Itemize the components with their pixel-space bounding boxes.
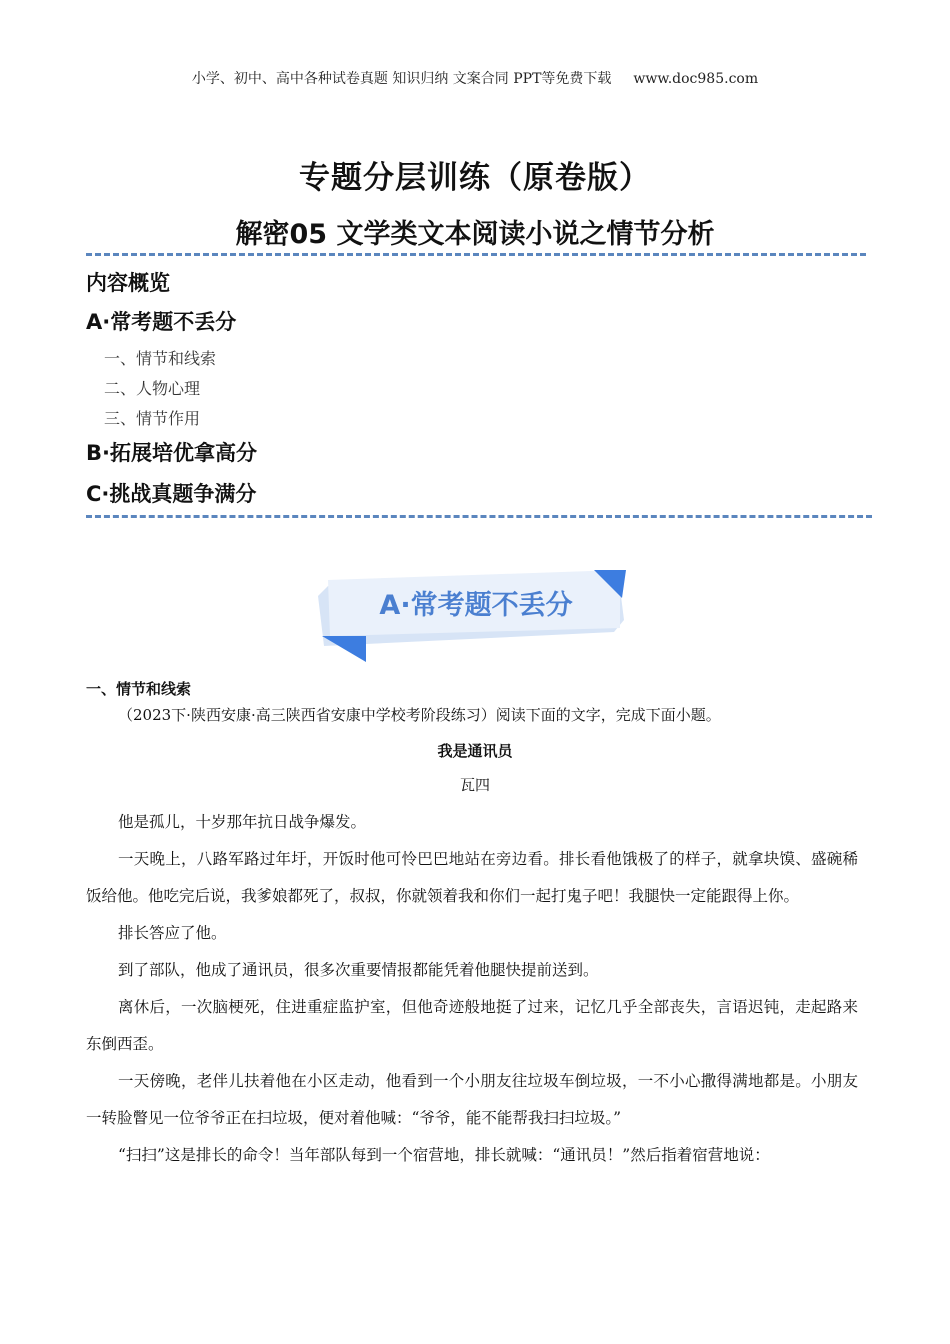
section-heading: 一、情节和线索 [86,680,192,698]
toc-section-a: A·常考题不丢分 [86,310,237,334]
header-text: 小学、初中、高中各种试卷真题 知识归纳 文案合同 PPT等免费下载 [191,71,612,87]
page-header [0,68,950,88]
page-subtitle: 解密05 文学类文本阅读小说之情节分析 [235,219,715,250]
story-author: 瓦四 [459,776,490,794]
story-paragraph: 他是孤儿，十岁那年抗日战争爆发。 [118,813,367,831]
toc-item: 一、情节和线索 [104,349,217,368]
divider-top [86,253,866,256]
story-paragraph: 排长答应了他。 [118,924,227,942]
section-banner [318,566,630,666]
story-title: 我是通讯员 [437,742,513,760]
story-paragraph: “扫扫”这是排长的命令！当年部队每到一个宿营地，排长就喊：“通讯员！”然后指着宿营地说： [118,1146,770,1164]
toc-section-c: C·挑战真题争满分 [86,482,257,506]
story-paragraph: 到了部队，他成了通讯员，很多次重要情报都能凭着他腿快提前送到。 [118,961,599,979]
toc-heading: 内容概览 [86,271,170,295]
header-site[interactable]: www.doc985.com [633,71,759,87]
question-source: （2023下·陕西安康·高三陕西省安康中学校考阶段练习）阅读下面的文字，完成下面小题。 [118,706,721,724]
story-paragraph: 一天晚上，八路军路过年圩，开饭时他可怜巴巴地站在旁边看。排长看他饿极了的样子，就拿块馍、盛碗稀饭给他。他吃完后说，我爹娘都死了，叔叔，你就领着我和你们一起打鬼子吧！我腿快一定能跟得上你。 [86,850,858,905]
toc-item: 二、人物心理 [104,379,201,398]
page-title: 专题分层训练（原卷版） [299,160,651,196]
banner-graphic [318,566,630,666]
toc-item: 三、情节作用 [104,409,201,428]
story-body [86,804,858,1174]
toc-section-b: B·拓展培优拿高分 [86,441,257,465]
banner-text: A·常考题不丢分 [379,590,573,621]
story-paragraph: 一天傍晚，老伴儿扶着他在小区走动，他看到一个小朋友往垃圾车倒垃圾，一不小心撒得满地都是。小朋友一转脸瞥见一位爷爷正在扫垃圾，便对着他喊：“爷爷，能不能帮我扫扫垃圾。” [86,1072,858,1127]
divider-bottom [86,515,872,518]
story-paragraph: 离休后，一次脑梗死，住进重症监护室，但他奇迹般地挺了过来，记忆几乎全部丧失，言语迟钝，走起路来东倒西歪。 [86,998,858,1053]
